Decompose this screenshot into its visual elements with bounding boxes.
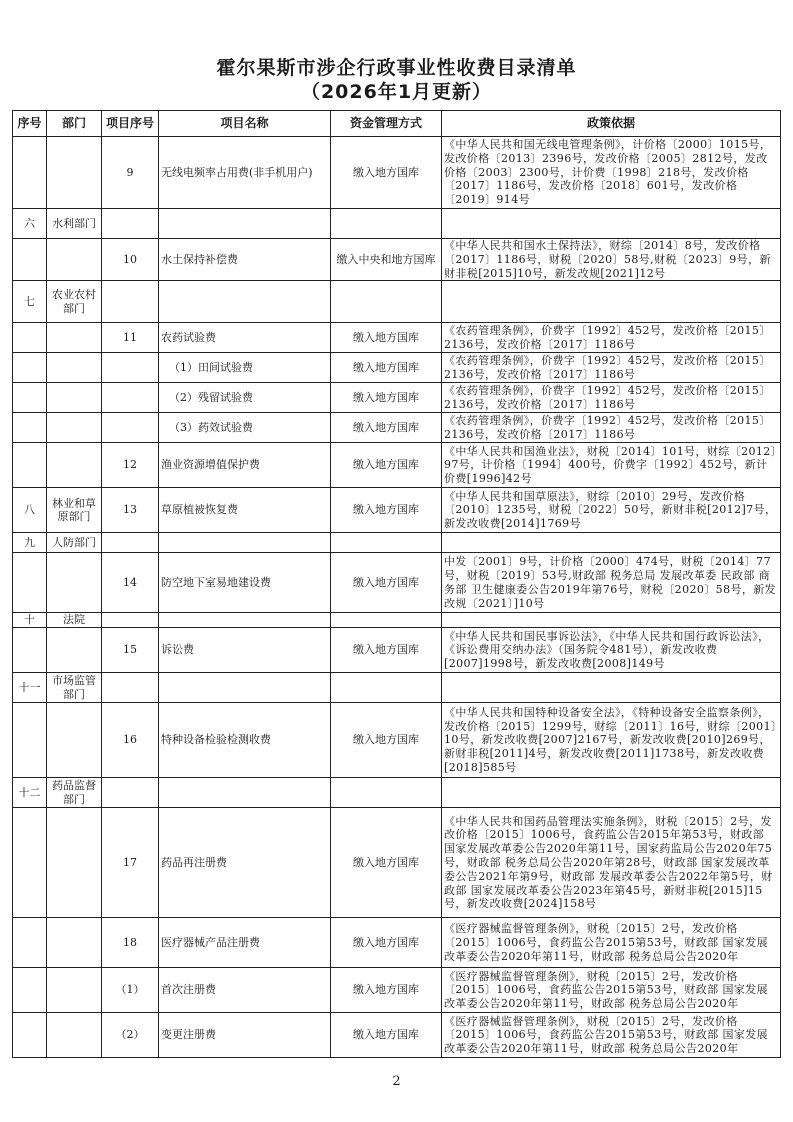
table-row xyxy=(13,443,781,488)
table-row xyxy=(13,918,781,968)
item-name-cell: （2）残留试验费 xyxy=(159,383,331,413)
item-name-cell: 特种设备检验检测收费 xyxy=(159,703,331,778)
item-no-cell: 10 xyxy=(102,239,159,281)
dept-cell xyxy=(47,808,102,918)
table-row xyxy=(13,553,781,613)
dept-cell: 水利部门 xyxy=(47,209,102,239)
table-row xyxy=(13,673,781,703)
dept-cell: 林业和草原部门 xyxy=(47,488,102,533)
policy-basis-cell: 《医疗器械监督管理条例》，财税〔2015〕2号，发改价格〔2015〕1006号，食药监公告2015第53号，财政部 国家发展改革委公告2020年第11号，财政部 税务总局公告2020年 xyxy=(442,1013,781,1058)
policy-basis-cell: 《中华人民共和国无线电管理条例》，计价格〔2000〕1015号，发改价格〔2013〕2396号，发改价格〔2005〕2812号，发改价格〔2003〕2300号，计价费〔1998〕218号，发改价格〔2017〕1186号，发改价格〔2018〕601号，发改价格〔2019〕914号 xyxy=(442,137,781,209)
policy-basis-cell: 《医疗器械监督管理条例》，财税〔2015〕2号，发改价格〔2015〕1006号，食药监公告2015第53号，财政部 国家发展改革委公告2020年第11号，财政部 税务总局公告2020年 xyxy=(442,918,781,968)
header-name: 项目名称 xyxy=(159,111,331,137)
item-name-cell xyxy=(159,613,331,628)
item-no-cell xyxy=(102,353,159,383)
item-no-cell xyxy=(102,281,159,323)
policy-basis-cell: 《医疗器械监督管理条例》，财税〔2015〕2号，发改价格〔2015〕1006号，食药监公告2015第53号，财政部 国家发展改革委公告2020年第11号，财政部 税务总局公告2020年 xyxy=(442,968,781,1013)
item-name-cell xyxy=(159,533,331,553)
table-row xyxy=(13,353,781,383)
policy-basis-cell xyxy=(442,613,781,628)
dept-cell xyxy=(47,553,102,613)
table-row xyxy=(13,703,781,778)
dept-cell: 法院 xyxy=(47,613,102,628)
item-name-cell: 防空地下室易地建设费 xyxy=(159,553,331,613)
fund-management-cell: 缴入地方国库 xyxy=(331,353,442,383)
dept-cell xyxy=(47,443,102,488)
item-no-cell: 12 xyxy=(102,443,159,488)
seq-cell: 六 xyxy=(13,209,47,239)
policy-basis-cell: 《中华人民共和国药品管理法实施条例》，财税〔2015〕2号，发改价格〔2015〕1006号，食药监公告2015年第53号，财政部 国家发展改革委公告2020年第11号，国家药监局公告2020年75号，财政部 税务总局公告2020年第28号，财政部 国家发展改革委公告2021年第9号，财政部 发展改革委公告2022年第5号，财政部 国家发展改革委公告2023年第45号，新财非税[2015]15号，新发改收费[2024]158号 xyxy=(442,808,781,918)
policy-basis-cell: 《农药管理条例》，价费字〔1992〕452号，发改价格〔2015〕2136号，发改价格〔2017〕1186号 xyxy=(442,353,781,383)
item-name-cell: 无线电频率占用费(非手机用户) xyxy=(159,137,331,209)
policy-basis-cell: 《农药管理条例》，价费字〔1992〕452号，发改价格〔2015〕2136号，发改价格〔2017〕1186号 xyxy=(442,383,781,413)
fund-management-cell: 缴入地方国库 xyxy=(331,968,442,1013)
item-name-cell: 水土保持补偿费 xyxy=(159,239,331,281)
item-name-cell: 草原植被恢复费 xyxy=(159,488,331,533)
table-row xyxy=(13,533,781,553)
fund-management-cell xyxy=(331,778,442,808)
fund-management-cell: 缴入地方国库 xyxy=(331,918,442,968)
header-dept: 部门 xyxy=(47,111,102,137)
fund-management-cell: 缴入地方国库 xyxy=(331,383,442,413)
policy-basis-cell: 《中华人民共和国水土保持法》，财综〔2014〕8号，发改价格〔2017〕1186号，财税〔2020〕58号,财税〔2023〕9号，新财非税[2015]10号，新发改规[2021]12号 xyxy=(442,239,781,281)
seq-cell: 十一 xyxy=(13,673,47,703)
item-no-cell: 18 xyxy=(102,918,159,968)
item-name-cell: 农药试验费 xyxy=(159,323,331,353)
item-name-cell xyxy=(159,209,331,239)
table-row xyxy=(13,1013,781,1058)
item-no-cell: 11 xyxy=(102,323,159,353)
item-no-cell xyxy=(102,383,159,413)
item-name-cell: （1）田间试验费 xyxy=(159,353,331,383)
seq-cell xyxy=(13,353,47,383)
dept-cell xyxy=(47,628,102,673)
seq-cell xyxy=(13,808,47,918)
fund-management-cell: 缴入地方国库 xyxy=(331,443,442,488)
table-row xyxy=(13,137,781,209)
seq-cell xyxy=(13,968,47,1013)
fund-management-cell xyxy=(331,281,442,323)
fund-management-cell xyxy=(331,209,442,239)
item-no-cell: 17 xyxy=(102,808,159,918)
policy-basis-cell: 《中华人民共和国民事诉讼法》，《中华人民共和国行政诉讼法》，《诉讼费用交纳办法》（国务院令481号），新发改收费[2007]1998号，新发改收费[2008]149号 xyxy=(442,628,781,673)
table-row xyxy=(13,613,781,628)
item-no-cell xyxy=(102,209,159,239)
fund-management-cell: 缴入中央和地方国库 xyxy=(331,239,442,281)
seq-cell xyxy=(13,323,47,353)
item-name-cell: 药品再注册费 xyxy=(159,808,331,918)
header-row xyxy=(13,111,781,137)
table-row xyxy=(13,323,781,353)
table-row xyxy=(13,628,781,673)
fund-management-cell: 缴入地方国库 xyxy=(331,413,442,443)
item-no-cell xyxy=(102,673,159,703)
seq-cell xyxy=(13,239,47,281)
dept-cell xyxy=(47,1013,102,1058)
item-name-cell xyxy=(159,778,331,808)
dept-cell xyxy=(47,137,102,209)
dept-cell xyxy=(47,918,102,968)
item-no-cell: （2） xyxy=(102,1013,159,1058)
policy-basis-cell xyxy=(442,778,781,808)
dept-cell xyxy=(47,353,102,383)
policy-basis-cell xyxy=(442,209,781,239)
item-no-cell: 13 xyxy=(102,488,159,533)
table-row xyxy=(13,281,781,323)
fund-management-cell: 缴入地方国库 xyxy=(331,553,442,613)
seq-cell: 十二 xyxy=(13,778,47,808)
policy-basis-cell: 《农药管理条例》，价费字〔1992〕452号，发改价格〔2015〕2136号，发改价格〔2017〕1186号 xyxy=(442,323,781,353)
header-item-no: 项目序号 xyxy=(102,111,159,137)
policy-basis-cell: 《中华人民共和国草原法》，财综〔2010〕29号，发改价格〔2010〕1235号，财税〔2022〕50号，新财非税[2012]7号，新发改收费[2014]1769号 xyxy=(442,488,781,533)
seq-cell xyxy=(13,383,47,413)
item-no-cell xyxy=(102,533,159,553)
dept-cell xyxy=(47,383,102,413)
document-title: 霍尔果斯市涉企行政事业性收费目录清单 xyxy=(216,57,577,79)
dept-cell: 市场监管部门 xyxy=(47,673,102,703)
item-name-cell: 首次注册费 xyxy=(159,968,331,1013)
fund-management-cell: 缴入地方国库 xyxy=(331,703,442,778)
fund-management-cell xyxy=(331,673,442,703)
fund-management-cell xyxy=(331,613,442,628)
table-row xyxy=(13,383,781,413)
item-no-cell: 15 xyxy=(102,628,159,673)
fund-management-cell: 缴入地方国库 xyxy=(331,323,442,353)
item-no-cell: 14 xyxy=(102,553,159,613)
dept-cell xyxy=(47,413,102,443)
item-name-cell: 医疗器械产品注册费 xyxy=(159,918,331,968)
item-name-cell: 诉讼费 xyxy=(159,628,331,673)
policy-basis-cell: 《中华人民共和国渔业法》，财税〔2014〕101号，财综〔2012〕97号，计价格〔1994〕400号，价费字〔1992〕452号，新计价费[1996]42号 xyxy=(442,443,781,488)
seq-cell xyxy=(13,1013,47,1058)
item-no-cell: 16 xyxy=(102,703,159,778)
fund-management-cell: 缴入地方国库 xyxy=(331,1013,442,1058)
dept-cell xyxy=(47,239,102,281)
item-name-cell: 渔业资源增值保护费 xyxy=(159,443,331,488)
item-name-cell: 变更注册费 xyxy=(159,1013,331,1058)
policy-basis-cell: 《中华人民共和国特种设备安全法》，《特种设备安全监察条例》，发改价格〔2015〕1299号，财综〔2011〕16号，财综〔2001〕10号，新发改收费[2007]2167号，新发改收费[2010]269号，新财非税[2011]4号，新发改收费[2011]1738号，新发改收费[2018]585号 xyxy=(442,703,781,778)
dept-cell xyxy=(47,323,102,353)
seq-cell xyxy=(13,137,47,209)
seq-cell xyxy=(13,413,47,443)
item-no-cell: 9 xyxy=(102,137,159,209)
seq-cell xyxy=(13,553,47,613)
header-seq: 序号 xyxy=(13,111,47,137)
table-row xyxy=(13,209,781,239)
policy-basis-cell: 中发〔2001〕9号，计价格〔2000〕474号，财税〔2014〕77号，财税〔2019〕53号,财政部 税务总局 发展改革委 民政部 商务部 卫生健康委公告2019年第76号，财税〔2020〕58号，新发改规〔2021〕]10号 xyxy=(442,553,781,613)
seq-cell: 七 xyxy=(13,281,47,323)
table-row xyxy=(13,413,781,443)
item-no-cell xyxy=(102,613,159,628)
document-subtitle: （2026年1月更新） xyxy=(300,81,493,103)
fund-management-cell: 缴入地方国库 xyxy=(331,808,442,918)
seq-cell xyxy=(13,443,47,488)
seq-cell: 八 xyxy=(13,488,47,533)
item-name-cell xyxy=(159,281,331,323)
seq-cell xyxy=(13,918,47,968)
seq-cell: 十 xyxy=(13,613,47,628)
item-no-cell xyxy=(102,778,159,808)
policy-basis-cell xyxy=(442,281,781,323)
table-row xyxy=(13,778,781,808)
page-number: 2 xyxy=(392,1074,401,1089)
table-row xyxy=(13,239,781,281)
fund-management-cell: 缴入地方国库 xyxy=(331,137,442,209)
dept-cell xyxy=(47,703,102,778)
dept-cell: 人防部门 xyxy=(47,533,102,553)
dept-cell xyxy=(47,968,102,1013)
seq-cell xyxy=(13,628,47,673)
item-no-cell: （1） xyxy=(102,968,159,1013)
item-name-cell xyxy=(159,673,331,703)
fund-management-cell: 缴入地方国库 xyxy=(331,628,442,673)
item-name-cell: （3）药效试验费 xyxy=(159,413,331,443)
fee-table xyxy=(12,110,781,1058)
policy-basis-cell: 《农药管理条例》，价费字〔1992〕452号，发改价格〔2015〕2136号，发改价格〔2017〕1186号 xyxy=(442,413,781,443)
item-no-cell xyxy=(102,413,159,443)
fund-management-cell xyxy=(331,533,442,553)
header-fund: 资金管理方式 xyxy=(331,111,442,137)
table-row xyxy=(13,808,781,918)
table-row xyxy=(13,488,781,533)
dept-cell: 农业农村部门 xyxy=(47,281,102,323)
seq-cell xyxy=(13,703,47,778)
fund-management-cell: 缴入地方国库 xyxy=(331,488,442,533)
policy-basis-cell xyxy=(442,533,781,553)
table-row xyxy=(13,968,781,1013)
policy-basis-cell xyxy=(442,673,781,703)
seq-cell: 九 xyxy=(13,533,47,553)
dept-cell: 药品监督部门 xyxy=(47,778,102,808)
header-basis: 政策依据 xyxy=(442,111,781,137)
